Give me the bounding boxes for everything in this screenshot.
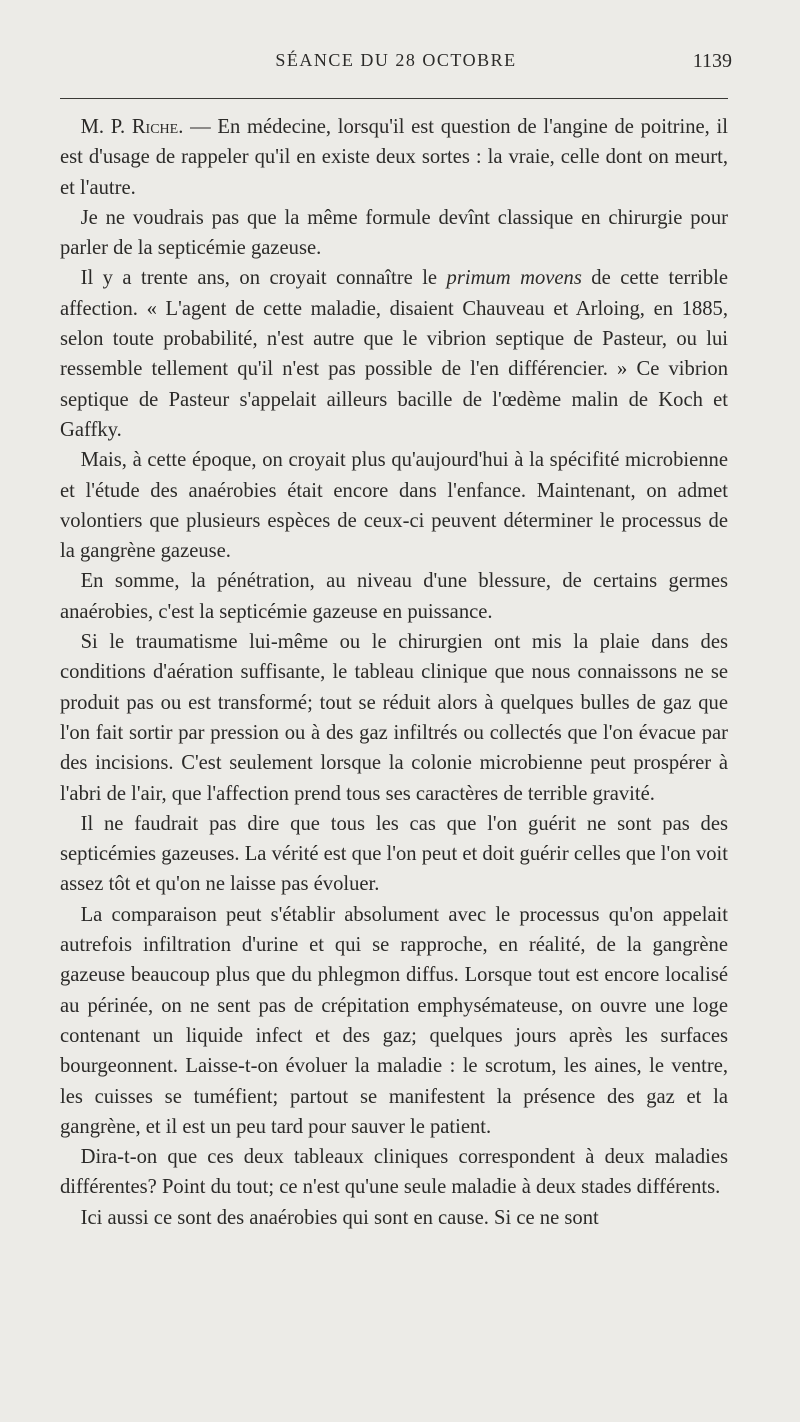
paragraph-1-text: — En médecine, lorsqu'il est question de l'angine de poitrine, il est d'usage de rappeler qu'il en existe deux sortes : la vraie, celle dont on meurt, et l'autre. — [60, 116, 729, 199]
paragraph-6 — [60, 627, 728, 809]
paragraph-10 — [60, 1203, 728, 1233]
paragraph-9-text: Dira-t-on que ces deux tableaux cliniques correspondent à deux maladies différentes? Point du tout; ce n'est qu'une seule maladie à deux stades différents. — [60, 1146, 728, 1199]
paragraph-9 — [60, 1142, 728, 1203]
paragraph-1 — [60, 112, 728, 203]
paragraph-6-text: Si le traumatisme lui-même ou le chirurgien ont mis la plaie dans des conditions d'aération suffisante, le tableau clinique que nous connaissons ne se produit pas ou est transformé; tout se réduit alors à quelques bulles de gaz que l'on fait sortir par pression ou à des gaz infiltrés ou collectés que l'on évacue par des incisions. C'est seulement lorsque la colonie microbienne peut prospérer à l'abri de l'air, que l'affection prend tous ses caractères de terrible gravité. — [60, 631, 728, 805]
paragraph-7-text: Il ne faudrait pas dire que tous les cas que l'on guérit ne sont pas des septicémies gazeuses. La vérité est que l'on peut et doit guérir celles que l'on voit assez tôt et qu'on ne laisse pas évoluer. — [60, 812, 728, 896]
page-number: 1139 — [692, 50, 732, 72]
header-rule — [60, 98, 728, 99]
paragraph-4 — [60, 445, 728, 566]
latin-phrase: primum movens — [446, 267, 582, 290]
paragraph-4-text: Mais, à cette époque, on croyait plus qu'aujourd'hui à la spécifité microbienne et l'étude des anaérobies était encore dans l'enfance. Maintenant, on admet volontiers que plusieurs espèces de ceux-ci peuvent déterminer le processus de la gangrène gazeuse. — [60, 449, 728, 563]
paragraph-2 — [60, 203, 728, 264]
paragraph-8-text: La comparaison peut s'établir absolument avec le processus qu'on appelait autrefois infiltration d'urine et qui se rapproche, en réalité, de la gangrène gazeuse beaucoup plus que du phlegmon diffus. Lorsque tout est encore localisé au périnée, on ne sent pas de crépitation emphysémateuse, on ouvre une loge contenant un liquide infect et des gaz; quelques jours après les surfaces bourgeonnent. Laisse-t-on évoluer la maladie : le scrotum, les aines, le ventre, les cuisses se tuméfient; partout se manifestent la présence des gaz et la gangrène, et il est un peu tard pour sauver le patient. — [60, 903, 728, 1138]
paragraph-5 — [60, 566, 728, 627]
paragraph-7 — [60, 809, 728, 900]
paragraph-10-text: Ici aussi ce sont des anaérobies qui sont en cause. Si ce ne sont — [80, 1206, 599, 1229]
page-header — [60, 50, 732, 80]
paragraph-3-text-a: Il y a trente ans, on croyait connaître le — [80, 267, 447, 290]
speaker-name: M. P. Riche. — [80, 116, 184, 138]
paragraph-3-text-b: de cette terrible affection. « L'agent de cette maladie, disaient Chauveau et Arloing, en 1885, selon toute probabilité, n'est autre que le vibrion septique de Pasteur, ou lui ressemble tellement qu'il n'est pas possible de l'en différencier. » Ce vibrion septique de Pasteur s'appelait ailleurs bacille de l'œdème malin de Koch et Gaffky. — [60, 267, 729, 441]
running-title: SÉANCE DU 28 OCTOBRE — [275, 50, 517, 70]
paragraph-3 — [60, 263, 728, 445]
paragraph-8 — [60, 900, 728, 1142]
body-text — [60, 112, 728, 1233]
paragraph-2-text: Je ne voudrais pas que la même formule devînt classique en chirurgie pour parler de la septicémie gazeuse. — [60, 206, 728, 260]
paragraph-5-text: En somme, la pénétration, au niveau d'une blessure, de certains germes anaérobies, c'est la septicémie gazeuse en puissance. — [60, 570, 728, 623]
